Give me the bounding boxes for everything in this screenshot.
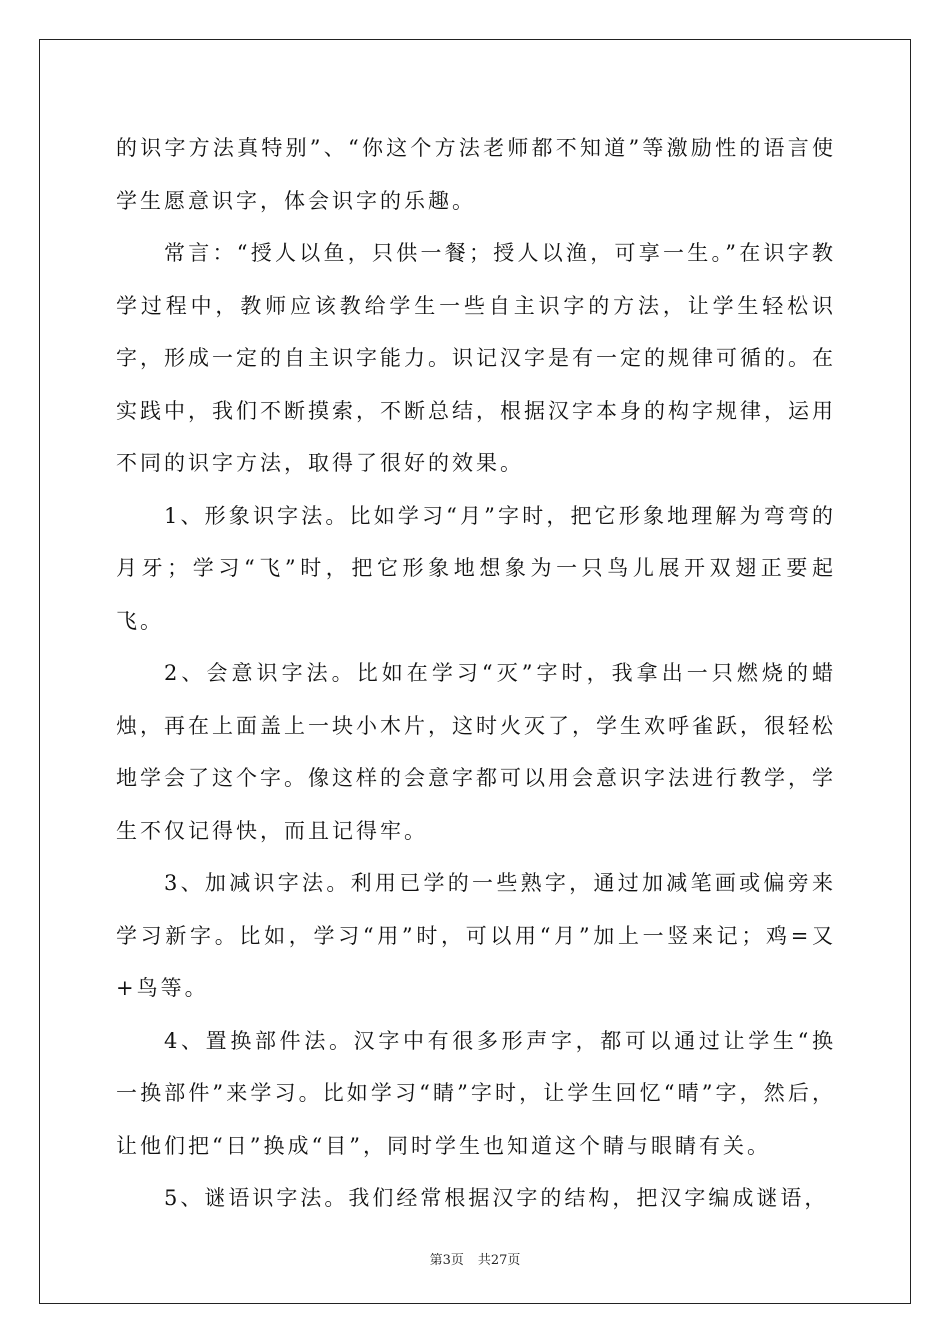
paragraph-2: 常言：“授人以鱼，只供一餐；授人以渔，可享一生。”在识字教学过程中，教师应该教给学生一些自主识字的方法，让学生轻松识字，形成一定的自主识字能力。识记汉字是有一定的规律可循的。在实践中，我们不断摸索，不断总结，根据汉字本身的构字规律，运用不同的识字方法，取得了很好的效果。 bbox=[116, 241, 836, 475]
document-body bbox=[116, 122, 836, 1225]
paragraph-5: 3、加减识字法。利用已学的一些熟字，通过加减笔画或偏旁来学习新字。比如，学习“用”时，可以用“月”加上一竖来记；鸡=又+鸟等。 bbox=[116, 871, 836, 1000]
paragraph-4: 2、会意识字法。比如在学习“灭”字时，我拿出一只燃烧的蜡烛，再在上面盖上一块小木片，这时火灭了，学生欢呼雀跃，很轻松地学会了这个字。像这样的会意字都可以用会意识字法进行教学，学生不仅记得快，而且记得牢。 bbox=[116, 661, 836, 843]
paragraph-1: 的识字方法真特别”、“你这个方法老师都不知道”等激励性的语言使学生愿意识字，体会识字的乐趣。 bbox=[116, 136, 836, 213]
paragraph-7: 5、谜语识字法。我们经常根据汉字的结构，把汉字编成谜语， bbox=[164, 1186, 829, 1210]
page-total: 共27页 bbox=[477, 1253, 521, 1268]
paragraph-3: 1、形象识字法。比如学习“月”字时，把它形象地理解为弯弯的月牙；学习“飞”时，把它形象地想象为一只鸟儿展开双翅正要起飞。 bbox=[116, 503, 836, 633]
paragraph-6: 4、置换部件法。汉字中有很多形声字，都可以通过让学生“换一换部件”来学习。比如学习“睛”字时，让学生回忆“晴”字，然后，让他们把“日”换成“目”，同时学生也知道这个睛与眼睛有关。 bbox=[116, 1028, 836, 1158]
page-number: 第3页 bbox=[429, 1253, 464, 1268]
page-footer bbox=[0, 1249, 950, 1268]
